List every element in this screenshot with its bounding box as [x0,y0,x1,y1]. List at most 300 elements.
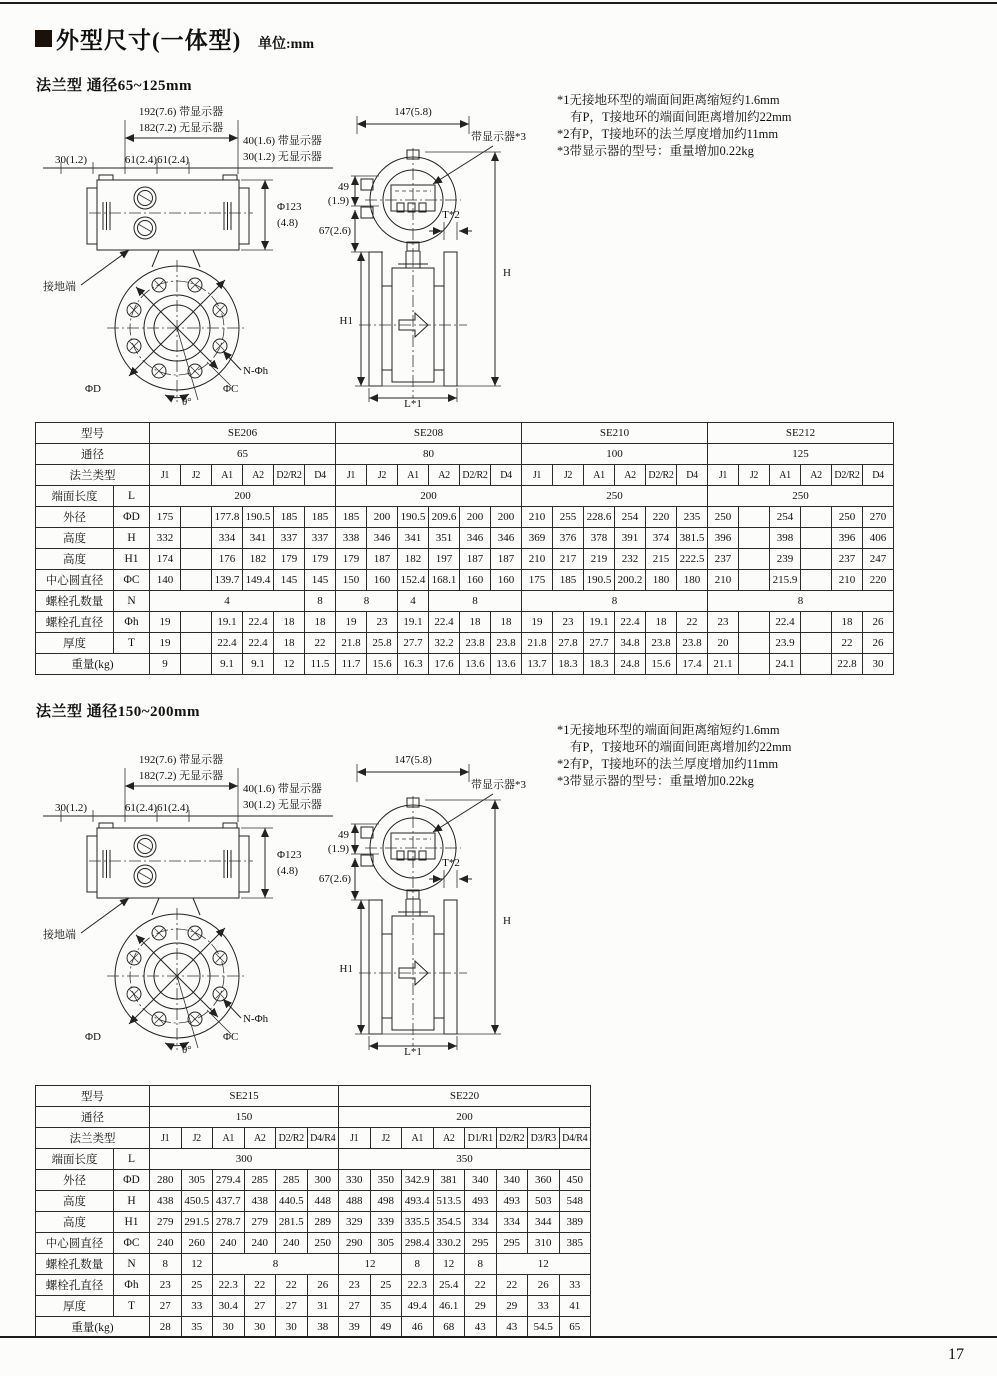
cell: 210 [522,507,553,528]
cell: 11.7 [336,654,367,675]
cell: D2/R2 [276,1128,308,1149]
cell: 12 [433,1254,465,1275]
cell: 19.1 [398,612,429,633]
row-label: Φh [114,612,150,633]
cell: 493 [465,1191,497,1212]
cell: 250 [307,1233,339,1254]
section2-notes [557,722,792,790]
cell: 200 [150,486,336,507]
cell: 8 [150,1254,182,1275]
cell: 27.7 [398,633,429,654]
cell: 185 [274,507,305,528]
cell [739,507,770,528]
cell: D2/R2 [496,1128,528,1149]
cell: A1 [402,1128,434,1149]
dim-49-label: 49 [338,181,349,193]
cell [739,612,770,633]
cell: 22 [677,612,708,633]
cell: 23.8 [491,633,522,654]
cell: 498 [370,1191,402,1212]
cell: 8 [213,1254,339,1275]
cell: 8 [429,591,522,612]
table-row [36,486,894,507]
cell: 391 [615,528,646,549]
cell: 25.8 [367,633,398,654]
cell: 17.6 [429,654,460,675]
cell: 200 [491,507,522,528]
table-row [36,1107,591,1128]
table-row [36,570,894,591]
cell: 12 [339,1254,402,1275]
cell: 160 [491,570,522,591]
cell: 280 [150,1170,182,1191]
cell: 22.4 [770,612,801,633]
table-row [36,1254,591,1275]
cell: 8 [305,591,336,612]
cell [181,507,212,528]
note-line: *3带显示器的型号：重量增加0.22kg [557,144,754,158]
cell: 200.2 [615,570,646,591]
row-label: H [114,528,150,549]
table-row [36,465,894,486]
cell: 217 [553,549,584,570]
cell: A1 [212,465,243,486]
row-label: 厚度 [36,633,114,654]
cell: 8 [402,1254,434,1275]
cell: J2 [553,465,584,486]
table-row [36,654,894,675]
cell: A1 [213,1128,245,1149]
dim-61-label: 61(2.4)61(2.4) [124,154,190,166]
dim-147-label: 147(5.8) [394,106,432,118]
table-row [36,1191,591,1212]
cell [739,528,770,549]
cell: 350 [370,1170,402,1191]
l-dim-label: L*1 [404,1046,422,1056]
cell: 240 [276,1233,308,1254]
cell: 80 [336,444,522,465]
cell: 298.4 [402,1233,434,1254]
cell: 145 [274,570,305,591]
table-row [36,1170,591,1191]
cell: 26 [863,612,894,633]
row-label: L [114,486,150,507]
cell: 190.5 [584,570,615,591]
cell: 346 [367,528,398,549]
cell: 344 [528,1212,560,1233]
cell: 125 [708,444,894,465]
cell: 54.5 [528,1317,560,1338]
cell [181,612,212,633]
cell: 175 [150,507,181,528]
cell: 23.8 [460,633,491,654]
cell: 19 [522,612,553,633]
with-display-label: 带显示器*3 [471,131,526,143]
cell: 228.6 [584,507,615,528]
cell: 43 [465,1317,497,1338]
dim-182-label: 182(7.2) 无显示器 [138,770,224,782]
cell: A2 [801,465,832,486]
cell: 334 [496,1212,528,1233]
cell: 290 [339,1233,371,1254]
cell: 32.2 [429,633,460,654]
cell: 23 [553,612,584,633]
dim-30nd-label: 30(1.2) 无显示器 [243,151,322,163]
cell: 247 [863,549,894,570]
row-label: ΦC [114,1233,150,1254]
cell: 26 [863,633,894,654]
phi-d-label: ΦD [85,1031,101,1043]
row-label: 中心圆直径 [36,1233,114,1254]
cell: 220 [646,507,677,528]
cell: 9 [150,654,181,675]
cell: 168.1 [429,570,460,591]
cell: 179 [274,549,305,570]
cell: 215.9 [770,570,801,591]
cell: 160 [460,570,491,591]
table-row [36,633,894,654]
cell: 346 [491,528,522,549]
cell: 18.3 [584,654,615,675]
cell: 34.8 [615,633,646,654]
row-label: T [114,1296,150,1317]
cell: SE220 [339,1086,591,1107]
cell [801,654,832,675]
cell [181,549,212,570]
dim-49-paren-label: (1.9) [327,843,349,855]
h1-dim-label: H1 [339,315,353,327]
row-label: N [114,591,150,612]
cell: 49.4 [402,1296,434,1317]
cell: A1 [770,465,801,486]
cell: 335.5 [402,1212,434,1233]
cell: 219 [584,549,615,570]
cell: 254 [770,507,801,528]
cell: 30 [863,654,894,675]
cell: 354.5 [433,1212,465,1233]
cell: D2/R2 [646,465,677,486]
cell: 21.8 [336,633,367,654]
row-label: H [114,1191,150,1212]
row-label: 法兰类型 [36,1128,150,1149]
cell: 22.8 [832,654,863,675]
cell: A1 [584,465,615,486]
cell: 285 [276,1170,308,1191]
dim-192-label: 192(7.6) 带显示器 [138,106,224,118]
cell: D4/R4 [559,1128,591,1149]
cell: 341 [398,528,429,549]
cell: 513.5 [433,1191,465,1212]
cell: D1/R1 [465,1128,497,1149]
cell: 437.7 [213,1191,245,1212]
cell: 100 [522,444,708,465]
row-label: Φh [114,1275,150,1296]
cell: 27 [150,1296,182,1317]
cell: 493 [496,1191,528,1212]
phi-c-label: ΦC [223,1031,239,1043]
cell: 548 [559,1191,591,1212]
note-line: *3带显示器的型号：重量增加0.22kg [557,774,754,788]
cell: 339 [370,1212,402,1233]
cell: 175 [522,570,553,591]
cell: 30.4 [213,1296,245,1317]
drawing-flange-150-200 [35,748,555,1056]
cell: 300 [307,1170,339,1191]
top-rule [0,2,997,4]
cell: 65 [150,444,336,465]
dim-67-label: 67(2.6) [318,225,351,237]
dim-40-label: 40(1.6) 带显示器 [243,135,322,147]
cell: 46.1 [433,1296,465,1317]
note-line: 有P，T接地环的端面间距离增加约22mm [570,740,792,754]
cell: 190.5 [243,507,274,528]
n-phi-h-label: N-Φh [243,365,269,377]
cell: 8 [336,591,398,612]
cell: 340 [465,1170,497,1191]
cell: J1 [339,1128,371,1149]
cell: 49 [370,1317,402,1338]
cell: 396 [832,528,863,549]
cell: 18 [274,633,305,654]
row-label: 螺栓孔数量 [36,591,114,612]
cell: 289 [307,1212,339,1233]
cell: 180 [646,570,677,591]
table-row [36,1128,591,1149]
cell: 13.7 [522,654,553,675]
cell: 18 [832,612,863,633]
cell: 18 [460,612,491,633]
cell: 46 [402,1317,434,1338]
cell [181,570,212,591]
t-dim-label: T*2 [442,857,460,869]
dim-67-label: 67(2.6) [318,873,351,885]
table-row [36,1149,591,1170]
table-row [36,591,894,612]
row-label: 中心圆直径 [36,570,114,591]
cell: 240 [244,1233,276,1254]
cell [181,633,212,654]
cell: 23 [339,1275,371,1296]
cell: J1 [522,465,553,486]
table-row [36,1275,591,1296]
cell: D4 [677,465,708,486]
cell: 4 [150,591,305,612]
row-label: 重量(kg) [36,1317,150,1338]
cell: 140 [150,570,181,591]
cell: 8 [465,1254,497,1275]
drawing-flange-65-125 [35,100,555,408]
cell: 396 [708,528,739,549]
row-label: 通径 [36,444,150,465]
table-row [36,1212,591,1233]
row-label: 端面长度 [36,486,114,507]
cell: 150 [150,1107,339,1128]
cell: 177.8 [212,507,243,528]
cell: 250 [522,486,708,507]
row-label: ΦC [114,570,150,591]
cell: 338 [336,528,367,549]
cell: 16.3 [398,654,429,675]
cell: 438 [244,1191,276,1212]
row-label: 型号 [36,1086,150,1107]
dimension-table-65-125 [35,422,894,675]
cell: SE210 [522,423,708,444]
cell: 291.5 [181,1212,213,1233]
cell: 28 [150,1317,182,1338]
cell: 342.9 [402,1170,434,1191]
cell: 285 [244,1170,276,1191]
section2-heading: 法兰型 通径150~200mm [36,704,201,720]
cell: 174 [150,549,181,570]
cell: 27.8 [553,633,584,654]
cell: 332 [150,528,181,549]
cell: 23.8 [677,633,708,654]
l-dim-label: L*1 [404,398,422,408]
cell: 22.4 [243,633,274,654]
cell: 239 [770,549,801,570]
cell: 18.3 [553,654,584,675]
row-label: T [114,633,150,654]
dim-30-label: 30(1.2) [54,802,88,814]
dim-40-label: 40(1.6) 带显示器 [243,783,322,795]
cell: D4 [305,465,336,486]
cell: 19 [150,633,181,654]
cell [801,570,832,591]
with-display-label: 带显示器*3 [471,779,526,791]
cell: J1 [336,465,367,486]
cell: 35 [181,1317,213,1338]
cell: 29 [496,1296,528,1317]
t-dim-label: T*2 [442,209,460,221]
cell: SE212 [708,423,894,444]
cell: 4 [398,591,429,612]
cell: 351 [429,528,460,549]
cell: 26 [307,1275,339,1296]
cell: 8 [708,591,894,612]
cell: 30 [276,1317,308,1338]
phi123-label: Φ123 [277,201,302,213]
cell: 182 [243,549,274,570]
row-label: 螺栓孔直径 [36,612,114,633]
dim-49-label: 49 [338,829,349,841]
cell: 19.1 [212,612,243,633]
cell: 41 [559,1296,591,1317]
cell: 22.4 [243,612,274,633]
technical-drawing [35,100,555,408]
cell: 187 [460,549,491,570]
row-label: H1 [114,1212,150,1233]
cell: 65 [559,1317,591,1338]
cell: 250 [708,486,894,507]
table-row [36,528,894,549]
cell: 232 [615,549,646,570]
cell: 22 [276,1275,308,1296]
cell: 450.5 [181,1191,213,1212]
cell: 9.1 [212,654,243,675]
row-label: 重量(kg) [36,654,150,675]
section-marker-icon [35,30,52,47]
cell: A2 [429,465,460,486]
cell: J1 [708,465,739,486]
cell: 254 [615,507,646,528]
unit-label: 单位:mm [258,37,314,52]
row-label: 高度 [36,528,114,549]
phi-d-label: ΦD [85,383,101,395]
cell: 240 [150,1233,182,1254]
note-line: 有P，T接地环的端面间距离增加约22mm [570,110,792,124]
cell: 22 [496,1275,528,1296]
cell: 33 [528,1296,560,1317]
cell: D2/R2 [460,465,491,486]
cell: 220 [863,570,894,591]
note-line: *1无接地环型的端面间距离缩短约1.6mm [557,93,780,107]
cell: 295 [496,1233,528,1254]
cell: 22 [465,1275,497,1296]
cell: SE206 [150,423,336,444]
page-number: 17 [948,1346,964,1363]
n-phi-h-label: N-Φh [243,1013,269,1025]
cell: 440.5 [276,1191,308,1212]
row-label: 螺栓孔数量 [36,1254,114,1275]
phi-c-label: ΦC [223,383,239,395]
cell: 27 [276,1296,308,1317]
cell: A2 [244,1128,276,1149]
table-row [36,1317,591,1338]
cell: 15.6 [646,654,677,675]
cell: 22.4 [429,612,460,633]
row-label: N [114,1254,150,1275]
cell: 260 [181,1233,213,1254]
row-label: 外径 [36,1170,114,1191]
phi123-paren-label: (4.8) [277,865,299,877]
row-label: 端面长度 [36,1149,114,1170]
row-label: 厚度 [36,1296,114,1317]
cell [801,612,832,633]
cell: 448 [307,1191,339,1212]
cell: D4/R4 [307,1128,339,1149]
cell: 22 [244,1275,276,1296]
cell: 305 [370,1233,402,1254]
cell [739,633,770,654]
page-header [35,22,241,55]
cell: 210 [832,570,863,591]
cell: D2/R2 [274,465,305,486]
cell: 25 [370,1275,402,1296]
cell: 18 [305,612,336,633]
cell: 222.5 [677,549,708,570]
table-row [36,1296,591,1317]
h-dim-label: H [503,915,511,927]
table-row [36,612,894,633]
cell: 68 [433,1317,465,1338]
cell: 25.4 [433,1275,465,1296]
cell: 250 [832,507,863,528]
h-dim-label: H [503,267,511,279]
table-row [36,549,894,570]
cell: 378 [584,528,615,549]
cell [739,570,770,591]
table-row [36,423,894,444]
cell: 255 [553,507,584,528]
cell [739,549,770,570]
cell: 190.5 [398,507,429,528]
cell: 39 [339,1317,371,1338]
cell: 23 [708,612,739,633]
note-line: *2有P，T接地环的法兰厚度增加约11mm [557,127,779,141]
cell: 438 [150,1191,182,1212]
cell: 341 [243,528,274,549]
cell: A2 [615,465,646,486]
